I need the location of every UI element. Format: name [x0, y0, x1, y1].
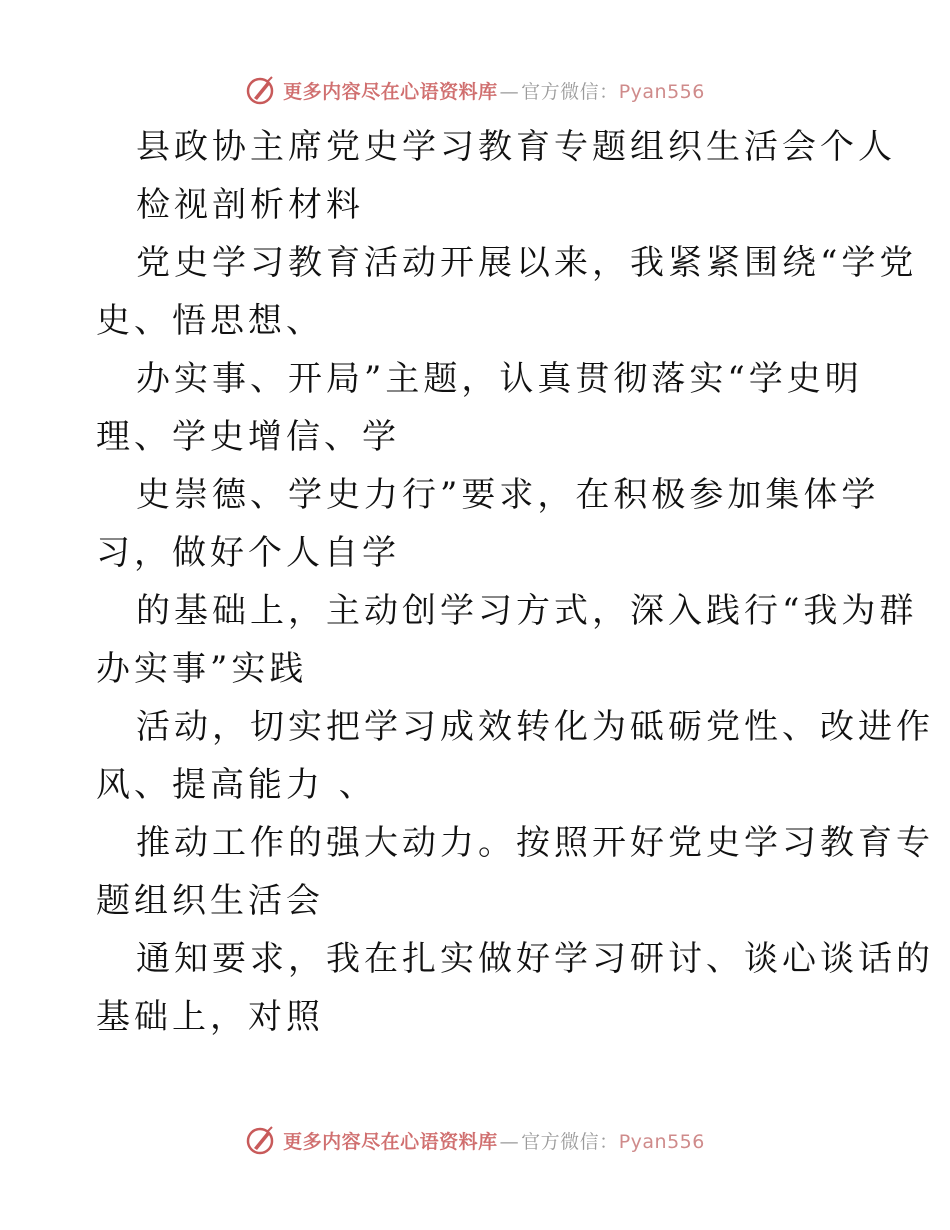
doc-line: 史、悟思想、: [96, 301, 324, 341]
watermark-wechat-id: Pyan556: [618, 1130, 705, 1153]
watermark-dash: —: [499, 80, 520, 103]
doc-line: 风、提高能力 、: [96, 765, 377, 805]
doc-line: 题组织生活会: [96, 881, 324, 921]
footer-watermark: [0, 1120, 950, 1160]
doc-title-line-1: 县政协主席党史学习教育专题组织生活会个人: [136, 127, 896, 167]
doc-line: 办实事”实践: [96, 649, 308, 689]
watermark-site: 更多内容尽在心语资料库: [283, 1130, 498, 1153]
doc-line: 通知要求，我在扎实做好学习研讨、谈心谈话的: [136, 939, 934, 979]
watermark-dash: —: [499, 1130, 520, 1153]
watermark-group: [245, 1124, 705, 1156]
doc-line: 党史学习教育活动开展以来，我紧紧围绕“学党: [136, 243, 918, 283]
doc-line: 办实事、开局”主题，认真贯彻落实“学史明: [136, 359, 863, 399]
doc-line: 推动工作的强大动力。按照开好党史学习教育专: [136, 823, 934, 863]
watermark-wechat-id: Pyan556: [618, 80, 705, 103]
watermark-site: 更多内容尽在心语资料库: [283, 80, 498, 103]
watermark-wechat-label: 官方微信：: [521, 80, 619, 103]
doc-line: 活动，切实把学习成效转化为砥砺党性、改进作: [136, 707, 934, 747]
doc-line: 理、学史增信、学: [96, 417, 400, 457]
quill-logo-icon: [245, 1124, 277, 1156]
watermark-text: [283, 77, 705, 104]
watermark-wechat-label: 官方微信：: [521, 1130, 619, 1153]
doc-line: 史崇德、学史力行”要求，在积极参加集体学: [136, 475, 880, 515]
doc-line: 基础上，对照: [96, 997, 324, 1037]
doc-line: 的基础上，主动创学习方式，深入践行“我为群: [136, 591, 918, 631]
watermark-group: [245, 74, 705, 106]
quill-logo-icon: [245, 74, 277, 106]
doc-title-line-2: 检视剖析材料: [136, 185, 364, 225]
doc-line: 习，做好个人自学: [96, 533, 400, 573]
header-watermark: [0, 70, 950, 110]
watermark-text: [283, 1127, 705, 1154]
